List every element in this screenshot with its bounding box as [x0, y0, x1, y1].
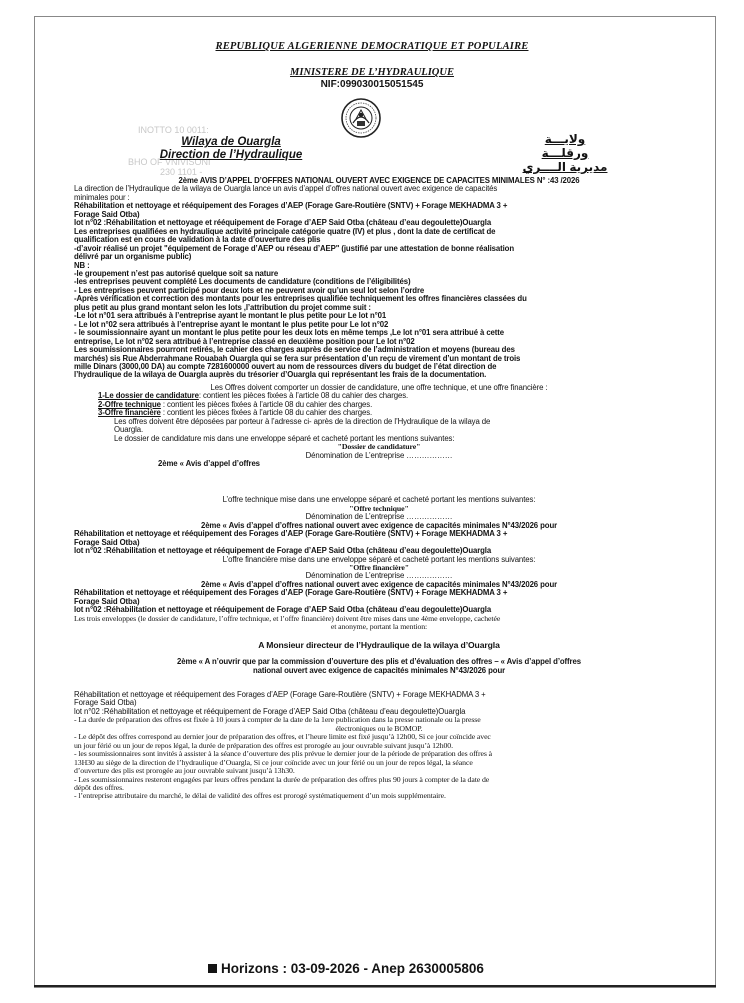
publication-footer — [208, 961, 484, 976]
text-line: l’hydraulique de la wilaya de Ouargla auprès du trésorier d’Ouargla qui représentant les frais de la documentation. — [74, 370, 487, 380]
project-title: Forage Said Otba) — [74, 537, 140, 547]
notice-body — [74, 177, 684, 801]
text-line: marchés) sis Rue Abderrahmane Rouabah Ouargla qui se fera sur présentation d’un reçu de virement d’un montant de trois — [74, 353, 521, 363]
lot-line: lot n°02 :Réhabilitation et nettoyage et rééquipement de Forage d’AEP Said Otba (château d’eau degoulette)Ouargla — [74, 218, 492, 228]
text-line: L’offre financière mise dans une enveloppe séparé et cacheté portant les mentions suivantes: — [222, 554, 536, 564]
text-line: Les soumissionnaires pourront retirés, le cahier des charges auprès de service de l’administration et moyens (bureau des — [74, 345, 515, 355]
text-line: Le dossier de candidature mis dans une enveloppe séparé et cacheté portant les mentions suivantes: — [114, 433, 455, 443]
arabic-wilaya: ولايـــة ورقلـــة — [541, 132, 589, 160]
text-line: délivré par un organisme public) — [74, 252, 192, 262]
bleed-through-text: 230 1101 - — [160, 167, 203, 177]
lot-line: lot n°02 :Réhabilitation et nettoyage et rééquipement de Forage d’AEP Said Otba (château d’eau degoulette)Ouargla — [74, 546, 492, 556]
footer-text: Horizons : 03-09-2026 - Anep 2630005806 — [221, 961, 484, 976]
text-line: - Les soumissionnaires resteront engagées par leurs offres pendant la durée de préparation des offres plus 90 jours à compter de la date de — [74, 774, 490, 784]
text-line: Les offres doivent être déposées par porteur à l’adresse ci- après de la direction de l’Hydraulique de la wilaya de — [114, 416, 491, 426]
text-line: 2ème « Avis d’appel d’offres — [158, 458, 260, 468]
bleed-through-text: BHO OF VNIVISONI — [128, 157, 211, 167]
arabic-direction: مديرية الــــري — [522, 160, 608, 174]
text-line: -le groupement n’est pas autorisé quelque soit sa nature — [74, 268, 279, 278]
wilaya-name: Wilaya de Ouargla — [181, 136, 281, 148]
text-line: qualification est en cours de validation à la date d’ouverture des plis — [74, 235, 321, 245]
text-line: -les entreprises peuvent complété Les documents de candidature (conditions de l’éligibilités) — [74, 277, 411, 287]
bleed-through-text: INOTTO 10 0011: — [138, 125, 209, 135]
text-line: Ouargla. — [114, 425, 144, 435]
bottom-rule — [34, 985, 716, 987]
text-line: Les Offres doivent comporter un dossier de candidature, une offre technique, et une offre financière : — [210, 382, 548, 392]
list-label: 1-Le dossier de candidature — [98, 391, 199, 401]
text-line: L’offre technique mise dans une enveloppe séparé et cacheté portant les mentions suivantes: — [222, 495, 536, 505]
text-line: - le soumissionnaire ayant un montant le plus petite pour les deux lots en même temps ,Le lot n°01 sera attribué à cette — [74, 328, 505, 338]
text-line: Les entreprises qualifiées en hydraulique activité principale catégorie quatre (IV) et plus , dont la date de certificat de — [74, 226, 496, 236]
text-line: dépôt des offres. — [74, 783, 124, 792]
list-text: : contient les pièces fixées à l’article 08 du cahier des charges. — [160, 408, 373, 418]
nb-label: NB : — [74, 260, 90, 270]
notice-title: 2ème AVIS D’APPEL D’OFFRES NATIONAL OUVERT AVEC EXIGENCE DE CAPACITES MINIMALES N° :43 /2026 — [178, 176, 580, 185]
text-line: entreprise, Le lot n°02 sera attribué à l’entreprise classé en deuxième position pour Le lot n°02 — [74, 336, 415, 346]
text-line: -Le lot n°01 sera attribués à l’entreprise ayant le montant le plus petite pour Le lot n°01 — [74, 311, 387, 321]
text-line: 2ème « Avis d’appel d’offres national ouvert avec exigence de capacités minimales N°43/2026 pour — [200, 520, 558, 530]
text-line: mille Dinars (3000,00 DA) au compte 7281600000 ouvert au nom de ressources divers du budget de l’état direction de — [74, 361, 497, 371]
project-title: Réhabilitation et nettoyage et rééquipement des Forages d’AEP (Forage Gare-Routière (SNTV) + Forage MEKHADMA 3 + — [74, 529, 508, 539]
direction-name: Direction de l’Hydraulique — [159, 149, 303, 161]
text-line: - l’entreprise attributaire du marché, le délai de validité des offres est prorogé systématiquement d’un mois supplémentaire. — [74, 791, 446, 801]
text-line: électroniques ou le BOMOP. — [335, 723, 423, 733]
text-line: - Les entreprises peuvent participé pour deux lots et ne peuvent avoir qu’un seul lot selon l’ordre — [74, 285, 425, 295]
project-title: Réhabilitation et nettoyage et rééquipement des Forages d’AEP (Forage Gare-Routière (SNTV) + Forage MEKHADMA 3 + — [74, 690, 486, 700]
project-title: Forage Said Otba) — [74, 698, 137, 708]
text-line: d’ouverture des plis est prorogée au jour ouvrable suivant jusqu’à 13h30. — [74, 766, 295, 776]
text-line: 2ème « Avis d’appel d’offres national ouvert avec exigence de capacités minimales N°43/2026 pour — [200, 579, 558, 589]
national-emblem-icon — [340, 97, 382, 139]
addressee-line: A Monsieur directeur de l’Hydraulique de la wilaya d’Ouargla — [258, 639, 500, 650]
wilaya-block — [131, 136, 331, 162]
envelope-label: "Offre financière" — [348, 563, 410, 573]
text-line: Dénomination de L’entreprise ……………… — [305, 571, 453, 581]
ministry-heading: MINISTERE DE L’HYDRAULIQUE — [290, 67, 454, 78]
envelope-label: "Dossier de candidature" — [337, 442, 421, 452]
text-line: 2ème « A n’ouvrir que par la commission d’ouverture des plis et d’évaluation des offres – « Avis d’appel d’offres — [177, 657, 581, 667]
nif-number: NIF:099030015051545 — [320, 79, 424, 90]
project-title: Réhabilitation et nettoyage et rééquipement des Forages d’AEP (Forage Gare-Routière (SNTV) + Forage MEKHADMA 3 + — [74, 201, 508, 211]
text-line: national ouvert avec exigence de capacités minimales N°43/2026 pour — [252, 665, 506, 675]
envelope-label: "Offre technique" — [349, 503, 409, 513]
text-line: Dénomination de L’entreprise ……………… — [305, 512, 453, 522]
square-bullet-icon — [208, 964, 217, 973]
text-line: - La durée de préparation des offres est fixée à 10 jours à compter de la date de la 1ere publication dans la presse nationale ou la presse — [74, 715, 481, 725]
list-text: : contient les pièces fixées à l’article 08 du cahier des charges. — [160, 399, 373, 409]
text-line: 13H30 au siège de la direction de l’hydraulique d’Ouargla, Si ce jour coïncide avec un jour férié ou un jour de repos légal, la séance — [74, 757, 473, 767]
republic-heading: REPUBLIQUE ALGERIENNE DEMOCRATIQUE ET POPULAIRE — [215, 41, 529, 52]
lot-line: lot n°02 :Réhabilitation et nettoyage et rééquipement de Forage d’AEP Said Otba (château d’eau degoulette)Ouargla — [74, 605, 492, 615]
text-line: plus petit au plus grand montant selon les lots ,l’attribution du projet comme suit : — [74, 302, 371, 312]
text-line: Dénomination de L’entreprise ……………… — [305, 450, 453, 460]
text-line: - Le dépôt des offres correspond au dernier jour de préparation des offres, et l’heure limite est fixé jusqu’à 12h00, Si ce jour coïncide avec — [74, 732, 491, 742]
lot-line: lot n°02 :Réhabilitation et nettoyage et rééquipement de Forage d’AEP Said Otba (château d’eau degoulette)Ouargla — [74, 706, 466, 716]
text-line: La direction de l’Hydraulique de la wilaya de Ouargla lance un avis d’appel d’offres national ouvert avec exigence de capacités — [74, 184, 498, 194]
text-line: - Le lot n°02 sera attribués à l’entreprise ayant le montant le plus petite pour Le lot n°02 — [74, 319, 389, 329]
text-line: et anonyme, portant la mention: — [330, 622, 428, 632]
list-label: 2-Offre technique — [98, 399, 161, 409]
text-line: -Après vérification et correction des montants pour les entreprises qualifiée techniquement les offres financières classées du — [74, 294, 527, 304]
project-title: Forage Said Otba) — [74, 596, 140, 606]
list-label: 3-Offre financière — [98, 408, 161, 418]
arabic-header-block — [520, 132, 610, 174]
text-line: -d’avoir réalisé un projet "équipement de Forage d’AEP ou réseau d’AEP" (justifié par une attestation de bonne réalisation — [74, 243, 514, 253]
project-title: Réhabilitation et nettoyage et rééquipement des Forages d’AEP (Forage Gare-Routière (SNTV) + Forage MEKHADMA 3 + — [74, 588, 508, 598]
list-text: : contient les pièces fixées à l’article 08 du cahier des charges. — [198, 391, 409, 401]
project-title: Forage Said Otba) — [74, 209, 140, 219]
text-line: - les soumissionnaires sont invités à assister à la séance d’ouverture des plis prévue le dernier jour de la période de préparation des offres à — [74, 749, 493, 759]
text-line: minimales pour : — [74, 192, 130, 202]
text-line: un jour férié ou un jour de repos légal, la durée de préparation des offres est prorogée au jour ouvrable suivant jusqu’à 12h00. — [74, 740, 453, 750]
text-line: Les trois enveloppes (le dossier de candidature, l’offre technique, et l’offre financière) doivent être mises dans une 4ème enveloppe, cachetée — [74, 613, 501, 623]
